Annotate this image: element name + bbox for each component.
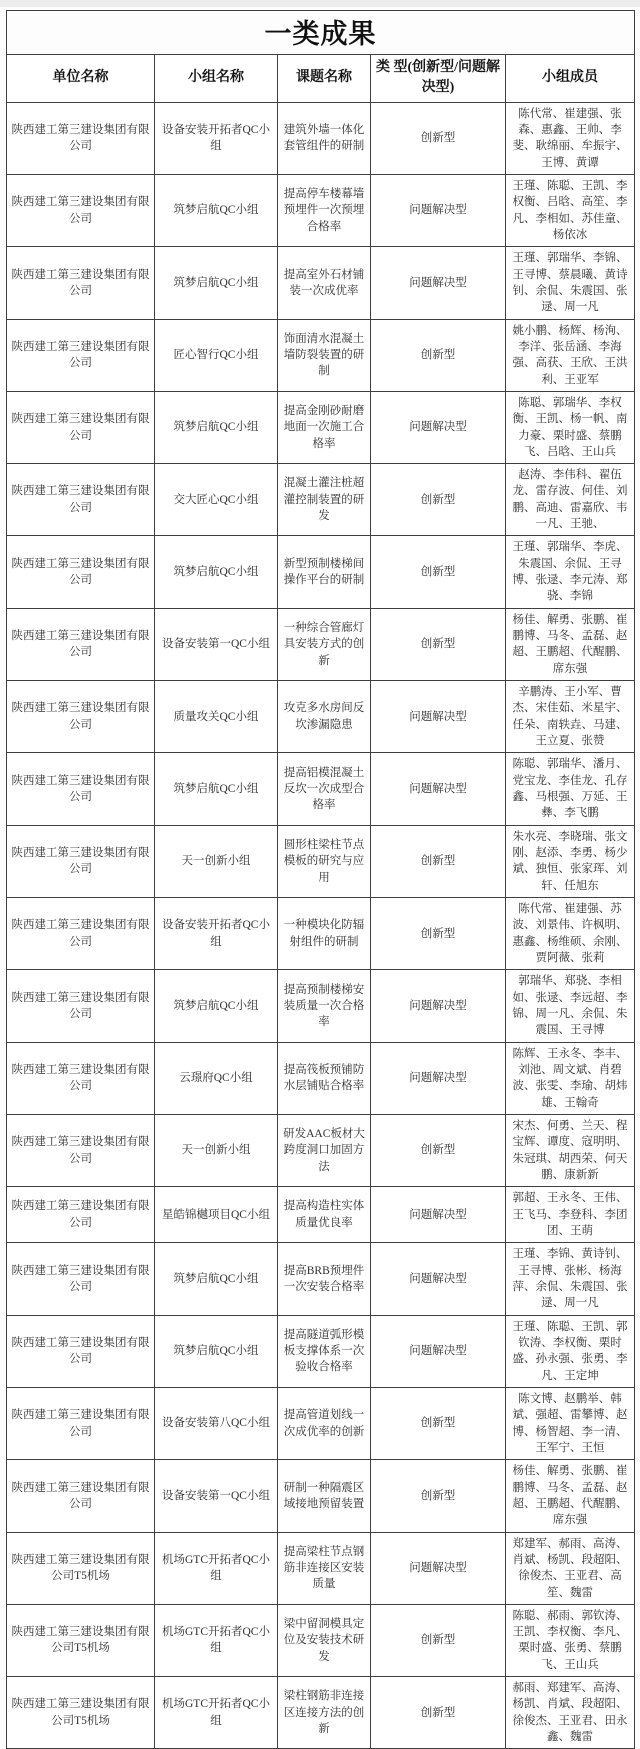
- type-cell: 创新型: [371, 825, 506, 897]
- unit-cell: 陕西建工第三建设集团有限公司: [7, 608, 155, 680]
- members-cell: 姚小鹏、杨辉、杨洵、李洋、张岳涵、李海强、高获、王欣、王洪利、王亚军: [506, 319, 635, 391]
- group-cell: 交大匠心QC小组: [155, 464, 278, 536]
- topic-cell: 研发AAC板材大跨度洞口加固方法: [278, 1114, 371, 1186]
- unit-cell: 陕西建工第三建设集团有限公司: [7, 174, 155, 246]
- group-cell: 筑梦启航QC小组: [155, 174, 278, 246]
- group-cell: 筑梦启航QC小组: [155, 1315, 278, 1387]
- header-type: 类 型(创新型/问题解决型): [371, 55, 506, 103]
- unit-cell: 陕西建工第三建设集团有限公司: [7, 464, 155, 536]
- unit-cell: 陕西建工第三建设集团有限公司: [7, 1187, 155, 1243]
- members-cell: 王瑾、陈聪、王凯、郭钦涛、李权衡、栗时盛、孙永强、张勇、李凡、王定坤: [506, 1315, 635, 1387]
- members-cell: 郝雨、郑建军、高涛、杨凯、肖斌、段超阳、徐俊杰、王亚君、田永鑫、魏雷: [506, 1677, 635, 1749]
- members-cell: 陈代常、崔建强、张森、惠鑫、王帅、李斐、耿绵丽、牟振宇、王博、黄谭: [506, 102, 635, 174]
- members-cell: 陈代常、崔建强、苏波、刘景伟、许枫明、惠鑫、杨维硕、余刚、贾阿薇、张莉: [506, 898, 635, 970]
- unit-cell: 陕西建工第三建设集团有限公司: [7, 1243, 155, 1315]
- members-cell: 朱水亮、李晓瑞、张文刚、赵添、李勇、杨少斌、独恒、张家珲、刘轩、任旭东: [506, 825, 635, 897]
- group-cell: 筑梦启航QC小组: [155, 1243, 278, 1315]
- members-cell: 赵涛、李伟科、翟伍龙、雷存波、何佳、刘鹏、高迪、雷嘉欣、韦一凡、王驰、: [506, 464, 635, 536]
- table-row: [7, 1315, 635, 1387]
- topic-cell: 提高BRB预埋件一次安装合格率: [278, 1243, 371, 1315]
- unit-cell: 陕西建工第三建设集团有限公司T5机场: [7, 1677, 155, 1749]
- table-row: [7, 1042, 635, 1114]
- type-cell: 问题解决型: [371, 1315, 506, 1387]
- members-cell: 陈文博、赵鹏举、韩斌、强超、雷攀博、赵博、杨智超、李一清、王军宁、王恒: [506, 1387, 635, 1459]
- group-cell: 筑梦启航QC小组: [155, 536, 278, 608]
- unit-cell: 陕西建工第三建设集团有限公司: [7, 753, 155, 825]
- unit-cell: 陕西建工第三建设集团有限公司: [7, 898, 155, 970]
- topic-cell: 一种综合管廊灯具安装方式的创新: [278, 608, 371, 680]
- members-cell: 杨佳、解勇、张鹏、崔鹏博、马冬、孟磊、赵超、王鹏超、代醒鹏、席东强: [506, 608, 635, 680]
- members-cell: 郑建军、郝雨、高涛、肖斌、杨凯、段超阳、徐俊杰、王亚君、高笙、魏雷: [506, 1532, 635, 1604]
- table-row: [7, 753, 635, 825]
- type-cell: 创新型: [371, 536, 506, 608]
- members-cell: 王瑾、郭瑞华、李锦、王寻博、蔡晨曦、黄诗钊、余侃、朱震国、张逯、周一凡: [506, 247, 635, 319]
- members-cell: 杨佳、解勇、张鹏、崔鹏博、马冬、孟磊、赵超、王鹏超、代醒鹏、席东强: [506, 1460, 635, 1532]
- page-top-margin: [0, 0, 640, 7]
- table-row: [7, 1243, 635, 1315]
- topic-cell: 提高停车楼幕墙预埋件一次预埋合格率: [278, 174, 371, 246]
- group-cell: 设备安装第一QC小组: [155, 608, 278, 680]
- topic-cell: 提高铝模混凝土反坎一次成型合格率: [278, 753, 371, 825]
- table-row: [7, 681, 635, 753]
- table-row: [7, 825, 635, 897]
- topic-cell: 梁中留洞模具定位及安装技术研发: [278, 1604, 371, 1676]
- members-cell: 王瑾、陈聪、王凯、李权衡、吕晗、高笙、李凡、李相如、苏佳童、杨依冰: [506, 174, 635, 246]
- members-cell: 陈辉、王永冬、李丰、刘池、周文斌、肖碧波、张雯、李瑜、胡炜雄、王翰奇: [506, 1042, 635, 1114]
- members-cell: 陈聪、郭瑞华、李权衡、王凯、杨一帆、南力豪、栗时盛、蔡鹏飞、吕晗、王山兵: [506, 391, 635, 463]
- topic-cell: 提高预制楼梯安装质量一次合格率: [278, 970, 371, 1042]
- group-cell: 筑梦启航QC小组: [155, 247, 278, 319]
- unit-cell: 陕西建工第三建设集团有限公司: [7, 825, 155, 897]
- topic-cell: 一种模块化防辐射组件的研制: [278, 898, 371, 970]
- table-row: [7, 536, 635, 608]
- members-cell: 郭超、王永冬、王伟、王飞马、李登科、李团团、王萌: [506, 1187, 635, 1243]
- header-members: 小组成员: [506, 55, 635, 103]
- table-row: [7, 608, 635, 680]
- unit-cell: 陕西建工第三建设集团有限公司T5机场: [7, 1532, 155, 1604]
- type-cell: 创新型: [371, 1114, 506, 1186]
- unit-cell: 陕西建工第三建设集团有限公司: [7, 681, 155, 753]
- table-row: [7, 102, 635, 174]
- topic-cell: 提高隧道弧形模板支撑体系一次验收合格率: [278, 1315, 371, 1387]
- topic-cell: 提高梁柱节点钢筋非连接区安装质量: [278, 1532, 371, 1604]
- group-cell: 匠心智行QC小组: [155, 319, 278, 391]
- topic-cell: 梁柱钢筋非连接区连接方法的创新: [278, 1677, 371, 1749]
- table-row: [7, 1387, 635, 1459]
- type-cell: 问题解决型: [371, 391, 506, 463]
- members-cell: 王瑾、李锦、黄诗钊、王寻博、张彬、杨海萍、余侃、朱震国、张逯、周一凡: [506, 1243, 635, 1315]
- table-body: [7, 102, 635, 1749]
- group-cell: 设备安装第一QC小组: [155, 1460, 278, 1532]
- type-cell: 问题解决型: [371, 970, 506, 1042]
- topic-cell: 研制一种隔震区域接地预留装置: [278, 1460, 371, 1532]
- type-cell: 创新型: [371, 464, 506, 536]
- table-row: [7, 1604, 635, 1676]
- group-cell: 设备安装开拓者QC小组: [155, 898, 278, 970]
- group-cell: 设备安装第八QC小组: [155, 1387, 278, 1459]
- group-cell: 天一创新小组: [155, 825, 278, 897]
- table-row: [7, 1532, 635, 1604]
- group-cell: 设备安装开拓者QC小组: [155, 102, 278, 174]
- unit-cell: 陕西建工第三建设集团有限公司: [7, 1387, 155, 1459]
- header-topic-name: 课题名称: [278, 55, 371, 103]
- table-row: [7, 174, 635, 246]
- unit-cell: 陕西建工第三建设集团有限公司: [7, 1315, 155, 1387]
- table-row: [7, 1187, 635, 1243]
- topic-cell: 提高金刚砂耐磨地面一次施工合格率: [278, 391, 371, 463]
- members-cell: 王瑾、郭瑞华、李虎、朱震国、余侃、王寻博、张逯、李元涛、郑骁、李锦: [506, 536, 635, 608]
- type-cell: 创新型: [371, 102, 506, 174]
- type-cell: 创新型: [371, 1460, 506, 1532]
- type-cell: 问题解决型: [371, 247, 506, 319]
- group-cell: 筑梦启航QC小组: [155, 391, 278, 463]
- members-cell: 宋杰、何勇、兰天、程宝辉、谭度、寇明明、朱冠琪、胡西荣、何天鹏、康新新: [506, 1114, 635, 1186]
- group-cell: 天一创新小组: [155, 1114, 278, 1186]
- topic-cell: 攻克多水房间反坎渗漏隐患: [278, 681, 371, 753]
- unit-cell: 陕西建工第三建设集团有限公司: [7, 391, 155, 463]
- table-row: [7, 898, 635, 970]
- type-cell: 创新型: [371, 898, 506, 970]
- unit-cell: 陕西建工第三建设集团有限公司: [7, 1114, 155, 1186]
- group-cell: 云璟府QC小组: [155, 1042, 278, 1114]
- table-row: [7, 1114, 635, 1186]
- header-group-name: 小组名称: [155, 55, 278, 103]
- page-title: 一类成果: [6, 10, 635, 54]
- header-row: [7, 55, 635, 103]
- group-cell: 质量攻关QC小组: [155, 681, 278, 753]
- topic-cell: 提高筏板预铺防水层铺贴合格率: [278, 1042, 371, 1114]
- group-cell: 机场GTC开拓者QC小组: [155, 1677, 278, 1749]
- table-row: [7, 970, 635, 1042]
- table-row: [7, 247, 635, 319]
- type-cell: 创新型: [371, 319, 506, 391]
- group-cell: 机场GTC开拓者QC小组: [155, 1532, 278, 1604]
- unit-cell: 陕西建工第三建设集团有限公司: [7, 247, 155, 319]
- unit-cell: 陕西建工第三建设集团有限公司: [7, 1460, 155, 1532]
- group-cell: 筑梦启航QC小组: [155, 970, 278, 1042]
- table-row: [7, 1677, 635, 1749]
- members-cell: 辛鹏涛、王小军、曹杰、宋佳茹、米星宇、任朵、南轶垚、马建、王立夏、张赞: [506, 681, 635, 753]
- topic-cell: 提高构造柱实体质量优良率: [278, 1187, 371, 1243]
- topic-cell: 提高室外石材铺装一次成优率: [278, 247, 371, 319]
- unit-cell: 陕西建工第三建设集团有限公司T5机场: [7, 1604, 155, 1676]
- group-cell: 星皓锦樾项目QC小组: [155, 1187, 278, 1243]
- type-cell: 问题解决型: [371, 1243, 506, 1315]
- unit-cell: 陕西建工第三建设集团有限公司: [7, 536, 155, 608]
- type-cell: 创新型: [371, 1604, 506, 1676]
- type-cell: 创新型: [371, 608, 506, 680]
- header-unit-name: 单位名称: [7, 55, 155, 103]
- unit-cell: 陕西建工第三建设集团有限公司: [7, 319, 155, 391]
- table-header: [7, 55, 635, 103]
- table-row: [7, 391, 635, 463]
- table-row: [7, 319, 635, 391]
- topic-cell: 混凝土灌注桩超灌控制装置的研发: [278, 464, 371, 536]
- table-row: [7, 1460, 635, 1532]
- type-cell: 问题解决型: [371, 753, 506, 825]
- table-row: [7, 464, 635, 536]
- unit-cell: 陕西建工第三建设集团有限公司: [7, 970, 155, 1042]
- members-cell: 陈聪、郝雨、郭钦涛、王凯、李权衡、李凡、栗时盛、张勇、蔡鹏飞、王山兵: [506, 1604, 635, 1676]
- members-cell: 陈聪、郭瑞华、潘月、党宝龙、李佳龙、孔存鑫、马根强、万延、王彝、李飞鹏: [506, 753, 635, 825]
- results-table: [6, 10, 635, 1749]
- topic-cell: 圆形柱梁柱节点模板的研究与应用: [278, 825, 371, 897]
- type-cell: 问题解决型: [371, 174, 506, 246]
- type-cell: 问题解决型: [371, 681, 506, 753]
- document-container: [6, 10, 634, 1749]
- type-cell: 问题解决型: [371, 1042, 506, 1114]
- topic-cell: 新型预制楼梯间操作平台的研制: [278, 536, 371, 608]
- type-cell: 问题解决型: [371, 1187, 506, 1243]
- type-cell: 创新型: [371, 1677, 506, 1749]
- members-cell: 郭瑞华、郑骁、李相如、张逯、李远超、李锦、周一凡、余侃、朱震国、王寻博: [506, 970, 635, 1042]
- type-cell: 问题解决型: [371, 1532, 506, 1604]
- unit-cell: 陕西建工第三建设集团有限公司: [7, 102, 155, 174]
- topic-cell: 饰面清水混凝土墙防裂装置的研制: [278, 319, 371, 391]
- topic-cell: 提高管道划线一次成优率的创新: [278, 1387, 371, 1459]
- group-cell: 机场GTC开拓者QC小组: [155, 1604, 278, 1676]
- group-cell: 筑梦启航QC小组: [155, 753, 278, 825]
- unit-cell: 陕西建工第三建设集团有限公司: [7, 1042, 155, 1114]
- type-cell: 创新型: [371, 1387, 506, 1459]
- topic-cell: 建筑外墙一体化套管组件的研制: [278, 102, 371, 174]
